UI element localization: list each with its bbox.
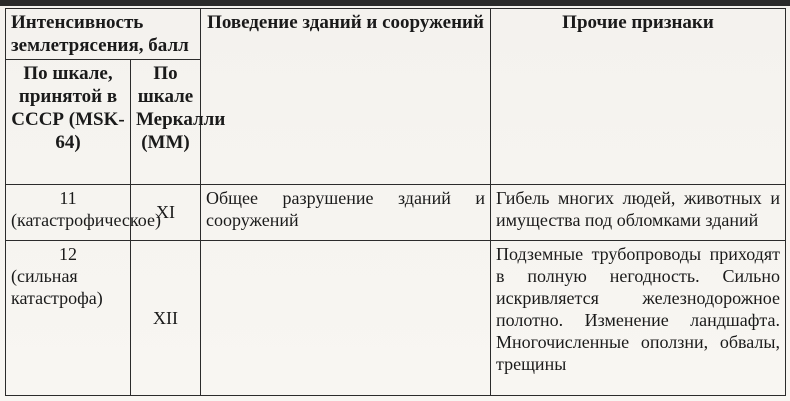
header-other-signs: Прочие признаки (491, 9, 786, 185)
msk-cell (6, 185, 161, 241)
buildings-description: Общее разрушение зданий и сооружений (201, 185, 491, 241)
msk-cell (6, 240, 131, 395)
mercalli-value: XII (131, 240, 201, 395)
header-intensity-group: Интенсивность землетрясения, балл (6, 9, 201, 60)
buildings-description (201, 240, 491, 395)
header-mercalli-scale: По шкале Меркалли (ММ) (131, 60, 201, 185)
top-rule (0, 0, 790, 6)
msk-description: (сильная катастрофа) (11, 265, 103, 308)
header-row-1 (6, 9, 786, 60)
intensity-table (5, 8, 786, 396)
header-buildings: Поведение зданий и сооружений (201, 9, 491, 185)
table-row (6, 240, 786, 395)
other-signs-description: Подземные трубопроводы приходят в полную негодность. Сильно искривляется железнодорожное полотно. Изменение ландшафта. Многочисленные оползни, обвалы, трещины (491, 240, 786, 395)
msk-value: 12 (59, 243, 77, 264)
msk-description: (катастрофическое) (11, 210, 161, 230)
msk-value: 11 (59, 188, 77, 208)
header-msk-scale: По шкале, принятой в СССР (MSK-64) (6, 60, 131, 185)
mercalli-value: XI (131, 185, 201, 241)
table-row (6, 185, 786, 241)
other-signs-description: Гибель многих людей, животных и имущества под обломками зданий (491, 185, 786, 241)
